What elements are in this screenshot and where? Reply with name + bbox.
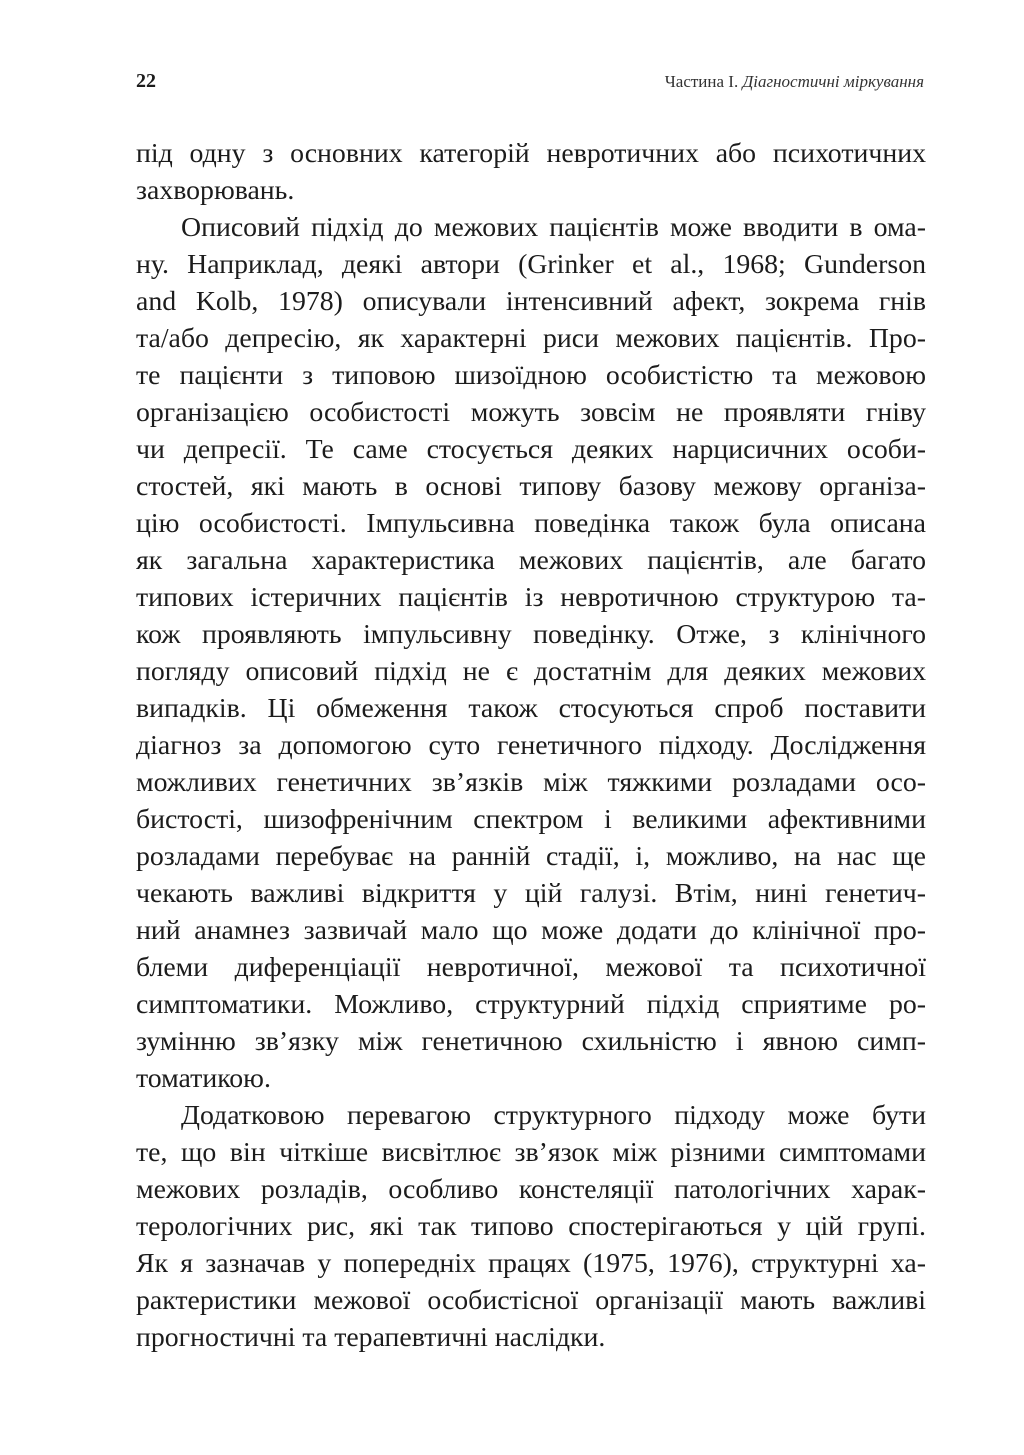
running-head-title: Діагностичні міркування	[742, 72, 924, 91]
text-line: блеми диференціації невротичної, межової та психотичної	[136, 952, 926, 983]
text-line: діагноз за допомогою суто генетичного підходу. Дослідження	[136, 730, 926, 761]
text-line: випадків. Ці обмеження також стосуються спроб поставити	[136, 693, 926, 724]
text-line: ний анамнез зазвичай мало що може додати до клінічної про-	[136, 915, 926, 946]
text-line: захворювань.	[136, 175, 295, 206]
text-line: бистості, шизофренічним спектром і великими афективними	[136, 804, 926, 835]
text-line: терологічних рис, які так типово спостерігаються у цій групі.	[136, 1211, 926, 1242]
paragraph	[136, 209, 926, 1097]
text-line: чекають важливі відкриття у цій галузі. Втім, нині генетич-	[136, 878, 926, 909]
paragraph	[136, 1097, 926, 1356]
paragraph	[136, 135, 926, 209]
text-line: та/або депресію, як характерні риси межових пацієнтів. Про-	[136, 323, 926, 354]
text-line: симптоматики. Можливо, структурний підхід сприятиме ро-	[136, 989, 926, 1020]
text-line: можливих генетичних зв’язків між тяжкими розладами осо-	[136, 767, 926, 798]
text-line: те пацієнти з типовою шизоїдною особистістю та межовою	[136, 360, 926, 391]
text-line: розладами перебуває на ранній стадії, і, можливо, на нас ще	[136, 841, 926, 872]
running-head-part: Частина І.	[664, 72, 739, 91]
text-line: томатикою.	[136, 1063, 271, 1094]
text-line: межових розладів, особливо констеляції патологічних харак-	[136, 1174, 926, 1205]
text-line: те, що він чіткіше висвітлює зв’язок між різними симптомами	[136, 1137, 926, 1168]
text-line: and Kolb, 1978) описували інтенсивний афект, зокрема гнів	[136, 286, 926, 317]
text-line: як загальна характеристика межових пацієнтів, але багато	[136, 545, 926, 576]
text-line: типових істеричних пацієнтів із невротичною структурою та-	[136, 582, 926, 613]
text-line: чи депресії. Те саме стосується деяких нарцисичних особи-	[136, 434, 926, 465]
body-text	[136, 135, 926, 1356]
running-head	[665, 72, 924, 92]
text-line: стостей, які мають в основі типову базову межову організа-	[136, 471, 926, 502]
text-line: цію особистості. Імпульсивна поведінка також була описана	[136, 508, 926, 539]
text-line: прогностичні та терапевтичні наслідки.	[136, 1322, 606, 1353]
text-line: рактеристики межової особистісної організації мають важливі	[136, 1285, 926, 1316]
text-line: ну. Наприклад, деякі автори (Grinker et al., 1968; Gunderson	[136, 249, 926, 280]
text-line: кож проявляють імпульсивну поведінку. Отже, з клінічного	[136, 619, 926, 650]
page-header	[136, 70, 924, 100]
text-line: Описовий підхід до межових пацієнтів може вводити в ома-	[181, 212, 926, 243]
text-line: погляду описовий підхід не є достатнім для деяких межових	[136, 656, 926, 687]
text-line: організацією особистості можуть зовсім не проявляти гніву	[136, 397, 926, 428]
text-line: Як я зазначав у попередніх працях (1975, 1976), структурні ха-	[136, 1248, 926, 1279]
text-line: зумінню зв’язку між генетичною схильністю і явною симп-	[136, 1026, 926, 1057]
page-number: 22	[136, 70, 156, 92]
text-line: під одну з основних категорій невротичних або психотичних	[136, 138, 926, 169]
text-line: Додатковою перевагою структурного підходу може бути	[181, 1100, 926, 1131]
